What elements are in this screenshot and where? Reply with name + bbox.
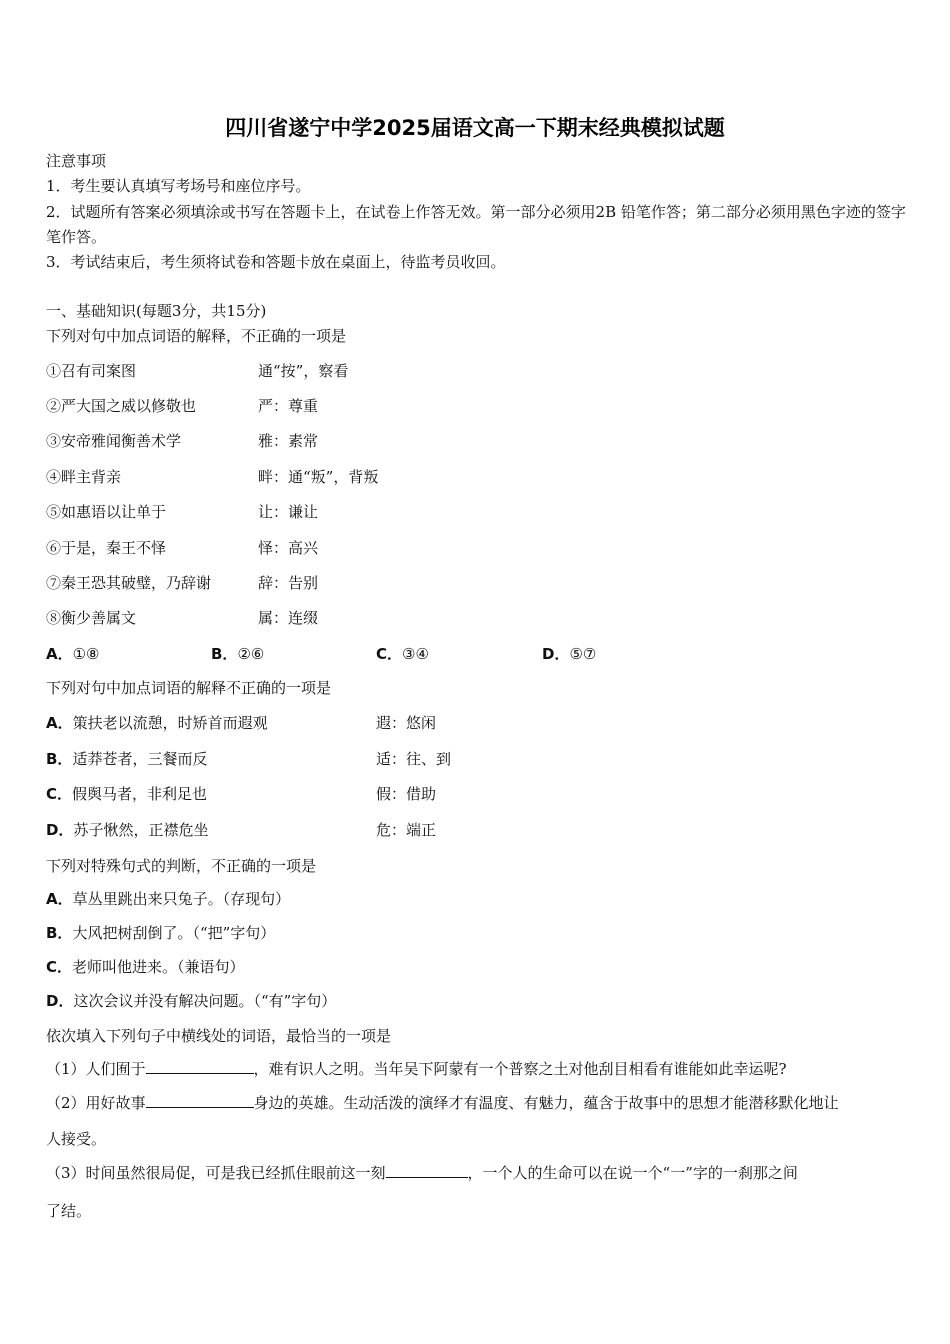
option-sentence: 策扶老以流憩，时矫首而遐观 — [72, 714, 268, 732]
option-text: ③④ — [402, 645, 429, 663]
q1-item-gloss: 让：谦让 — [258, 503, 319, 521]
option-text: 这次会议并没有解决问题。（“有”字句） — [73, 992, 337, 1010]
option-letter: A． — [46, 645, 73, 663]
option-letter: B． — [46, 924, 73, 942]
notice-heading: 注意事项 — [46, 152, 107, 170]
q3-option-a[interactable] — [46, 888, 290, 910]
option-letter: D． — [542, 645, 570, 663]
q2-stem: 下列对句中加点词语的解释不正确的一项是 — [46, 679, 332, 697]
q4-sentence-3 — [46, 1162, 798, 1184]
notice-item-2: 2．试题所有答案必须填涂或书写在答题卡上，在试卷上作答无效。第一部分必须用2B 铅笔作答；第二部分必须用黑色字迹的签字笔作答。 — [46, 203, 906, 246]
q1-item-sentence: ③安帝雅闻衡善术学 — [46, 432, 182, 450]
q4-sentence-2-cont: 人接受。 — [46, 1130, 107, 1148]
option-sentence: 假舆马者，非利足也 — [72, 785, 208, 803]
q1-item-sentence: ④畔主背亲 — [46, 468, 122, 486]
option-sentence: 苏子愀然，正襟危坐 — [73, 821, 209, 839]
q1-item-gloss: 怿：高兴 — [258, 539, 319, 557]
q1-item-gloss: 属：连缀 — [258, 609, 319, 627]
q1-item-sentence: ①召有司案图 — [46, 362, 137, 380]
q1-option-c[interactable] — [376, 642, 429, 666]
option-letter: C． — [376, 645, 403, 663]
sentence-text: （1）人们囿于 — [46, 1060, 146, 1078]
q3-stem: 下列对特殊句式的判断，不正确的一项是 — [46, 857, 317, 875]
notice-item-3: 3．考试结束后，考生须将试卷和答题卡放在桌面上，待监考员收回。 — [46, 253, 506, 271]
q1-stem: 下列对句中加点词语的解释，不正确的一项是 — [46, 327, 347, 345]
option-text: 老师叫他进来。（兼语句） — [72, 958, 245, 976]
sentence-text: （2）用好故事 — [46, 1094, 146, 1112]
q3-option-d[interactable] — [46, 990, 336, 1012]
option-letter: D． — [46, 992, 74, 1010]
option-sentence: 适莽苍者，三餐而反 — [72, 750, 208, 768]
fill-blank[interactable] — [146, 1059, 254, 1074]
page-title: 四川省遂宁中学2025届语文高一下期末经典模拟试题 — [225, 116, 725, 140]
q1-option-d[interactable] — [542, 642, 596, 666]
sentence-text: ，难有识人之明。当年吴下阿蒙有一个普察之土对他刮目相看有谁能如此幸运呢? — [253, 1060, 787, 1078]
fill-blank[interactable] — [146, 1093, 254, 1108]
q1-item-gloss: 畔：通“叛”，背叛 — [258, 468, 379, 486]
sentence-text: （3）时间虽然很局促，可是我已经抓住眼前这一刻 — [46, 1164, 386, 1182]
option-letter: B． — [211, 645, 238, 663]
q1-item-sentence: ⑥于是，秦王不怿 — [46, 539, 167, 557]
section-heading: 一、基础知识(每题3分，共15分) — [46, 302, 267, 320]
q1-item-sentence: ⑤如惠语以让单于 — [46, 503, 167, 521]
option-text: 大风把树刮倒了。（“把”字句） — [72, 924, 276, 942]
q1-item-sentence: ⑦秦王恐其破璧，乃辞谢 — [46, 574, 212, 592]
q1-option-a[interactable] — [46, 642, 100, 666]
q1-item-gloss: 辞：告别 — [258, 574, 319, 592]
q1-item-sentence: ②严大国之威以修敬也 — [46, 397, 197, 415]
q4-stem: 依次填入下列句子中横线处的词语，最恰当的一项是 — [46, 1027, 392, 1045]
q1-item-gloss: 严：尊重 — [258, 397, 319, 415]
option-gloss: 危：端正 — [376, 821, 437, 839]
option-gloss: 适：往、到 — [376, 750, 452, 768]
option-letter: D． — [46, 821, 74, 839]
option-letter: A． — [46, 890, 73, 908]
option-text: ①⑧ — [72, 645, 100, 663]
option-gloss: 遐：悠闲 — [376, 714, 437, 732]
notice-item-1: 1．考生要认真填写考场号和座位序号。 — [46, 177, 311, 195]
fill-blank[interactable] — [386, 1163, 468, 1178]
q1-item-sentence: ⑧衡少善属文 — [46, 609, 137, 627]
option-letter: C． — [46, 785, 73, 803]
q4-sentence-1 — [46, 1058, 787, 1080]
option-text: 草丛里跳出来只兔子。（存现句） — [72, 890, 291, 908]
q4-sentence-3-cont: 了结。 — [46, 1202, 92, 1220]
q4-sentence-2 — [46, 1092, 839, 1114]
option-gloss: 假：借助 — [376, 785, 437, 803]
sentence-text: 身边的英雄。生动活泼的演绎才有温度、有魅力，蕴含于故事中的思想才能潜移默化地让 — [253, 1094, 839, 1112]
option-letter: C． — [46, 958, 73, 976]
sentence-text: ，一个人的生命可以在说一个“一”字的一刹那之间 — [467, 1164, 798, 1182]
q1-item-gloss: 通“按”，察看 — [258, 362, 349, 380]
option-letter: B． — [46, 750, 73, 768]
option-text: ②⑥ — [237, 645, 265, 663]
q1-item-gloss: 雅：素常 — [258, 432, 319, 450]
option-letter: A． — [46, 714, 73, 732]
option-text: ⑤⑦ — [569, 645, 597, 663]
q3-option-b[interactable] — [46, 922, 275, 944]
q1-option-b[interactable] — [211, 642, 264, 666]
q3-option-c[interactable] — [46, 956, 245, 978]
